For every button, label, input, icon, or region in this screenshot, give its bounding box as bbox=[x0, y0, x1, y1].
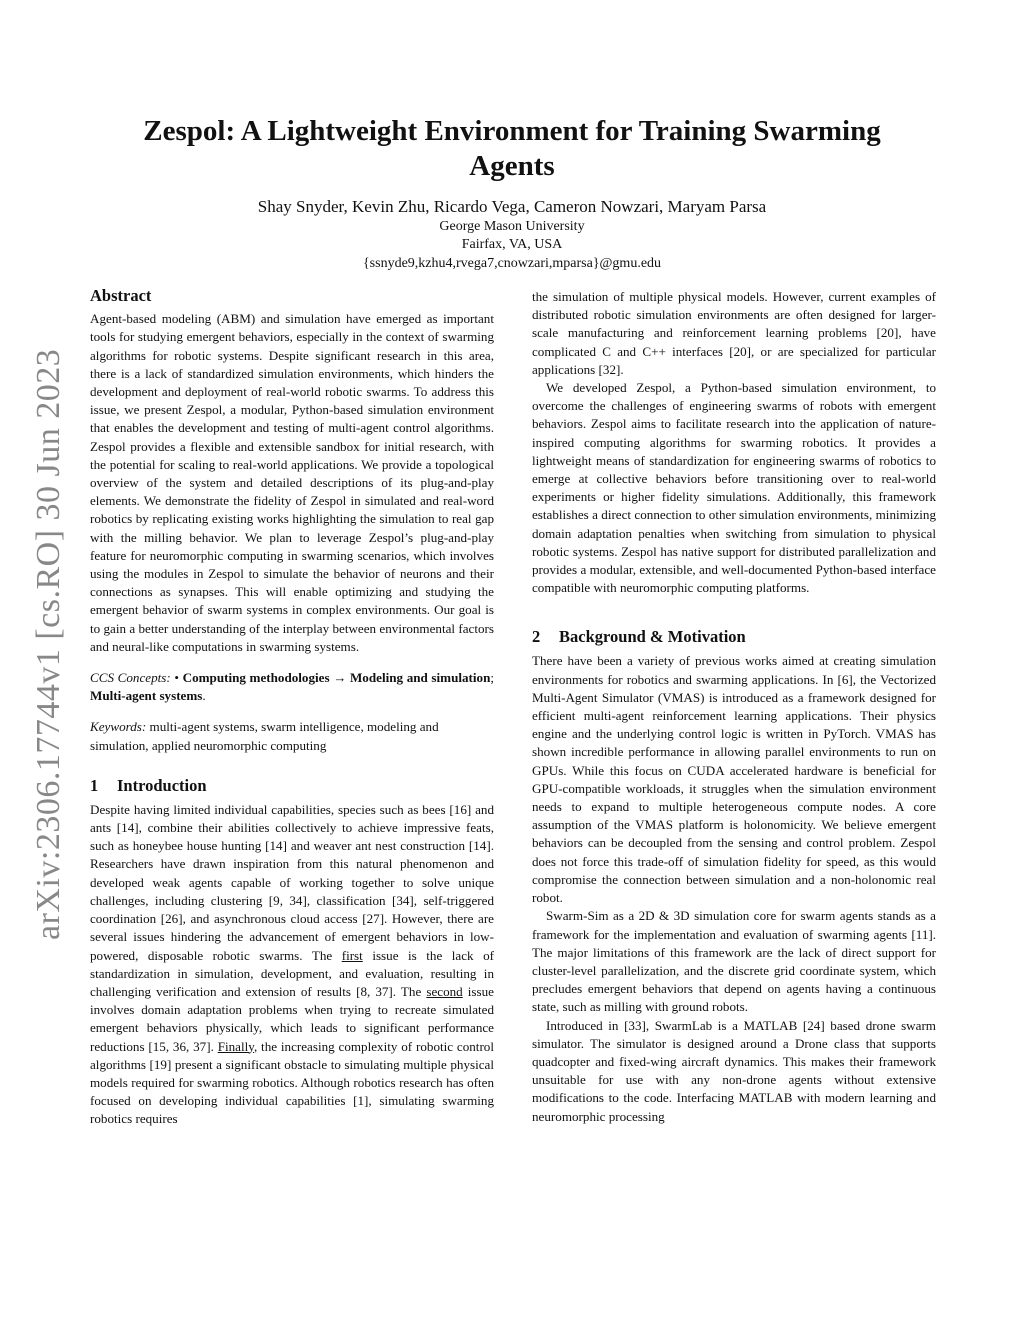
emphasis-first: first bbox=[341, 947, 363, 963]
ccs-item-1: Computing methodologies bbox=[182, 670, 330, 686]
background-heading bbox=[532, 627, 936, 647]
intro-text-4: , the increasing complexity of robotic control algorithms [19] present a significant obstacle to simulating multiple physical models required for swarming robotics. Although robotics research has often focused on developing individual capabilities [1], simulating swarming robotics requires bbox=[90, 1038, 494, 1127]
intro-heading bbox=[90, 776, 494, 796]
intro-text-1: Despite having limited individual capabilities, species such as bees [16] and ants [14], combine their abilities collectively to achieve impressive feats, such as honeybee house hunting [14] and weaver ant nest construction [14]. Researchers have drawn inspiration from this natural phenomenon and developed weak agents capable of working together to solve unique challenges, including clustering [9, 34], classification [34], self-triggered coordination [26], and asynchronous cloud access [27]. However, there are several issues hindering the advancement of emergent behaviors in low-powered, disposable robotic swarms. The bbox=[90, 801, 494, 963]
email-list: {ssnyde9,kzhu4,rvega7,cnowzari,mparsa}@gmu.edu bbox=[362, 256, 662, 271]
intro-number: 1 bbox=[90, 775, 99, 795]
background-paragraph-2: Swarm-Sim as a 2D & 3D simulation core for swarm agents stands as a framework for the implementation and evaluation of swarming agents [11]. The major limitations of this framework are the lack of direct support for cluster-level parallelization, and the discrete grid coordinate system, which precludes emergent behaviors that depend on agents having a continuous state, such as milling with ground robots. bbox=[532, 908, 936, 1015]
intro-title: Introduction bbox=[117, 775, 207, 795]
left-column bbox=[90, 287, 494, 1129]
background-number: 2 bbox=[532, 627, 541, 647]
ccs-separator: ; bbox=[490, 670, 495, 686]
ccs-concepts bbox=[90, 669, 494, 705]
keywords-label: Keywords: bbox=[90, 719, 147, 735]
intro-text-3: issue involves domain adaptation problems when trying to recreate simulated emergent behaviors physically, which leads to significant performance reductions [15, 36, 37]. bbox=[90, 983, 494, 1054]
intro-paragraph bbox=[90, 801, 494, 1129]
abstract-text: Agent-based modeling (ABM) and simulation have emerged as important tools for studying emergent behaviors, especially in the context of swarming algorithms for robotic systems. Despite significant research in this area, there is a lack of standardized simulation environments, which hinders the development and deployment of real-world robotic swarms. To address this issue, we present Zespol, a modular, Python-based simulation environment that enables the development and testing of multi-agent control algorithms. Zespol provides a flexible and extensible sandbox for initial research, with the potential for scaling to real-world applications. We provide a topological overview of the system and detailed descriptions of its plug-and-play elements. We demonstrate the fidelity of Zespol in simulated and real-word robotics by replicating existing works highlighting the simulation to real gap with the milling behavior. We plan to leverage Zespol’s plug-and-play feature for neuromorphic computing in swarming scenarios, which involves using the modules in Zespol to simulate the behavior of neurons and their connections as synapses. This will enable optimizing and studying the emergent behavior of swarm systems in complex environments. Our goal is to gain a better understanding of the interplay between environmental factors and neural-like computations in swarming systems. bbox=[90, 311, 494, 654]
ccs-end: . bbox=[202, 688, 206, 704]
ccs-label: CCS Concepts: bbox=[90, 670, 171, 686]
abstract-heading: Abstract bbox=[90, 286, 152, 305]
location: Fairfax, VA, USA bbox=[461, 237, 563, 252]
paper-title: Zespol: A Lightweight Environment for Training Swarming Agents bbox=[143, 115, 881, 182]
background-paragraph-3: Introduced in [33], SwarmLab is a MATLAB [24] based drone swarm simulator. The simulator is designed around a Drone class that supports quadcopter and fixed-wing aircraft dynamics. This makes their framework unsuitable for use with any non-drone agents without extensive modifications to the code. Interfacing MATLAB with modern learning and neuromorphic processing bbox=[532, 1017, 936, 1124]
right-column bbox=[532, 288, 936, 1126]
ccs-item-3: Multi-agent systems bbox=[90, 688, 203, 704]
emphasis-finally: Finally bbox=[217, 1038, 254, 1054]
emphasis-second: second bbox=[426, 983, 463, 999]
keywords bbox=[90, 718, 494, 754]
ccs-item-2: Modeling and simulation bbox=[349, 670, 491, 686]
affiliation: George Mason University bbox=[439, 219, 585, 234]
right-paragraph-1: the simulation of multiple physical models. However, current examples of distributed robotic simulation environments are often designed for larger-scale manufacturing and reinforcement learning problems [20], have complicated C and C++ interfaces [20], or are specialized for particular applications [32]. bbox=[532, 289, 936, 377]
right-paragraph-2: We developed Zespol, a Python-based simulation environment, to overcome the challenges of engineering swarms of robots with emergent behaviors. Zespol aims to facilitate research into the application of nature-inspired computing algorithms for swarming robotics. It provides a lightweight means of standardization for engineering swarms of robotics to emerge at collective behaviors before transitioning over to real-world experiments or higher fidelity simulations. Additionally, this framework establishes a direct connection to other simulation environments, minimizing domain adaptation penalties when switching from simulation to physical robotic systems. Zespol has native support for distributed parallelization and provides a modular, extensible, and well-documented Python-based interface compatible with neuromorphic computing platforms. bbox=[532, 380, 936, 596]
intro-text-2: issue is the lack of standardization in simulation, development, and evaluation, resulting in challenging verification and extension of results [8, 37]. The bbox=[90, 947, 495, 999]
author-list: Shay Snyder, Kevin Zhu, Ricardo Vega, Cameron Nowzari, Maryam Parsa bbox=[257, 197, 767, 216]
keywords-text: multi-agent systems, swarm intelligence, modeling and simulation, applied neuromorphic computing bbox=[90, 719, 439, 753]
ccs-bullet: • bbox=[174, 670, 179, 686]
background-paragraph-1: There have been a variety of previous works aimed at creating simulation environments for robotics and swarming applications. In [6], the Vectorized Multi-Agent Simulator (VMAS) is introduced as a framework designed for efficient multi-agent reinforcement learning applications. Their physics engine and the underlying control logic is written in PyTorch. VMAS has shown incredible performance in allowing parallel environments to run on GPUs. While this focus on CUDA accelerated hardware is beneficial for GPU-compatible workloads, it struggles when the simulation environment needs to expand to multiple heterogeneous compute nodes. A core assumption of the VMAS platform is holonomicity. We believe emergent behaviors can be decoupled from the sensing and control problem. Zespol does not force this trade-off of simulation fidelity for speed, as this would compromise the connection between simulation and a non-holonomic real robot. bbox=[532, 653, 936, 906]
ccs-arrow: → bbox=[333, 670, 347, 686]
background-title: Background & Motivation bbox=[559, 627, 746, 647]
arxiv-identifier: arXiv:2306.17744v1 [cs.RO] 30 Jun 2023 bbox=[30, 348, 67, 940]
